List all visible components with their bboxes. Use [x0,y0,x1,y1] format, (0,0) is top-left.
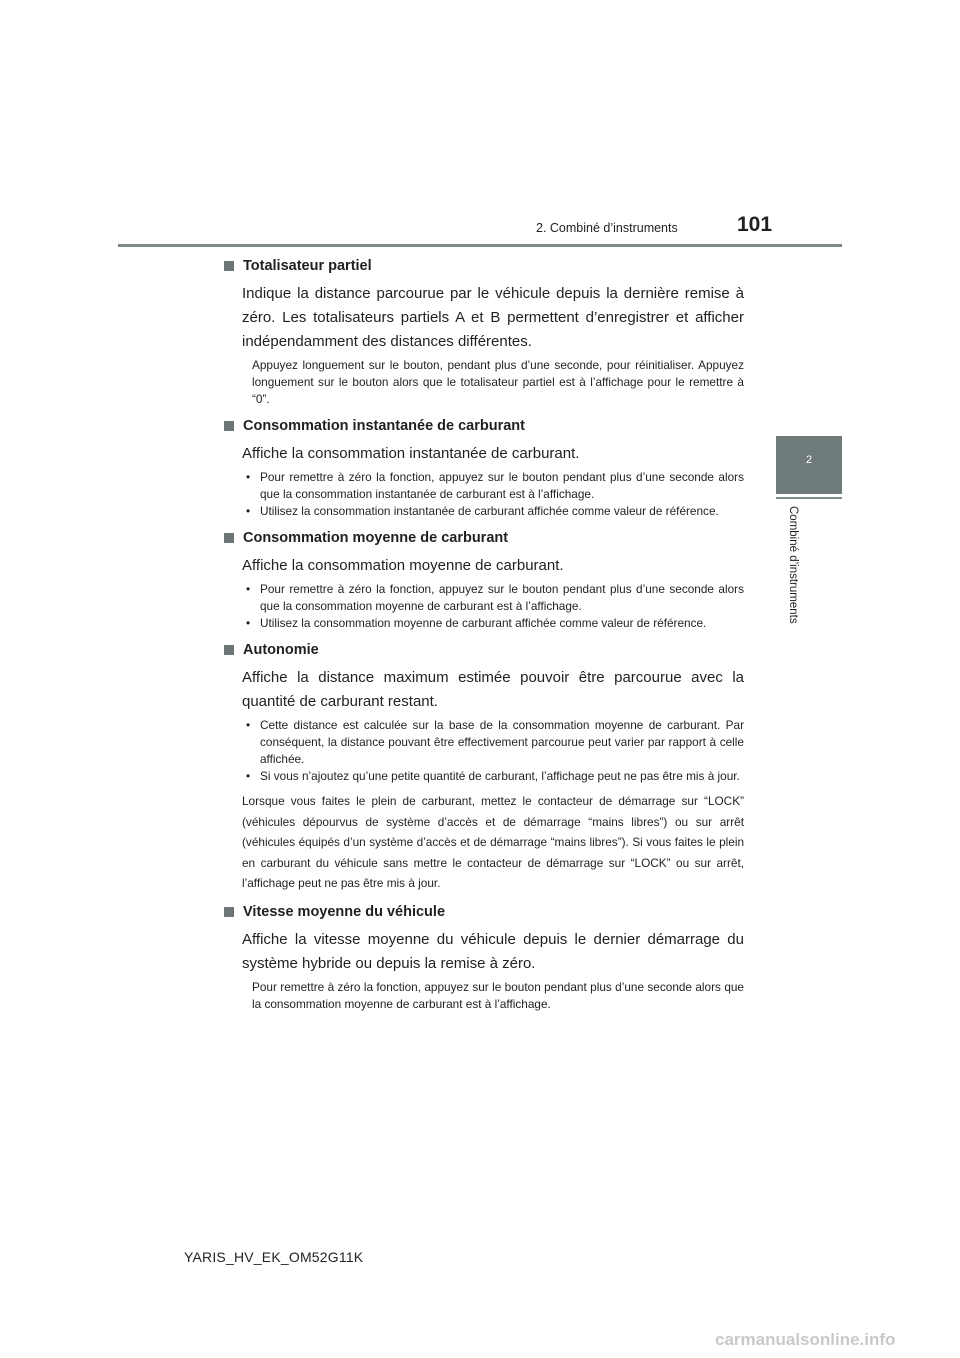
page-content [224,256,744,1021]
section-range [224,640,744,894]
section-lead: Indique la distance parcourue par le véhicule depuis la dernière remise à zéro. Les totalisateurs partiels A et B permettent d’enregistrer et afficher indépendamment des distances différentes. [242,285,744,350]
square-bullet-icon [224,421,234,431]
section-heading [224,528,744,548]
section-title: Autonomie [243,642,319,658]
section-instant-fuel [224,416,744,520]
chapter-tab-number: 2 [805,454,813,466]
section-average-speed [224,902,744,1013]
section-title: Vitesse moyenne du véhicule [243,903,446,920]
bullet-list [242,717,744,785]
list-item: • Pour remettre à zéro la fonction, appuyez sur le bouton pendant plus d’une seconde alors que la consommation moyenne de carburant est à l’affichage. [242,581,744,615]
section-heading [224,256,744,276]
section-heading [224,640,744,660]
chapter-tab-rule [776,497,842,499]
section-lead: Affiche la consommation moyenne de carburant. [242,557,564,574]
section-lead: Affiche la consommation instantanée de carburant. [242,445,580,462]
square-bullet-icon [224,907,234,917]
section-note: Appuyez longuement sur le bouton, pendant plus d’une seconde, pour réinitialiser. Appuyez longuement sur le bouton alors que le totalisateur partiel est à l’affichage pour le remettre à “0”. [252,358,744,406]
section-title: Totalisateur partiel [243,258,372,274]
section-lead: Affiche la vitesse moyenne du véhicule depuis le dernier démarrage du système hybride ou depuis la remise à zéro. [242,930,744,972]
section-average-fuel [224,528,744,632]
document-code: YARIS_HV_EK_OM52G11K [184,1249,364,1265]
list-item: • Cette distance est calculée sur la base de la consommation moyenne de carburant. Par conséquent, la distance pouvant être effectivement parcourue peut varier par rapport à celle affichée. [242,717,744,768]
list-item: • Utilisez la consommation moyenne de carburant affichée comme valeur de référence. [242,615,744,632]
list-item: • Si vous n’ajoutez qu’une petite quantité de carburant, l’affichage peut ne pas être mis à jour. [242,768,744,785]
bullet-list [242,581,744,632]
square-bullet-icon [224,261,234,271]
section-title: Consommation instantanée de carburant [243,418,525,434]
section-note: Pour remettre à zéro la fonction, appuyez sur le bouton pendant plus d’une seconde alors que la consommation moyenne de carburant est à l’affichage. [252,979,744,1011]
chapter-tab-label: Combiné d’instruments [787,506,799,624]
square-bullet-icon [224,645,234,655]
section-paragraph: Lorsque vous faites le plein de carburant, mettez le contacteur de démarrage sur “LOCK” (véhicules dépourvus de système d’accès et de démarrage “mains libres”) ou sur arrêt (véhicules équipés d’un système d’accès et de démarrage “mains libres”). Si vous faites le plein en carburant du véhicule sans mettre le contacteur de démarrage sur “LOCK” ou sur arrêt, l’affichage peut ne pas être mis à jour. [242,794,744,890]
section-heading [224,416,744,436]
bullet-list [242,469,744,520]
section-lead: Affiche la distance maximum estimée pouvoir être parcourue avec la quantité de carburant restant. [242,669,744,710]
header-rule [118,244,842,247]
list-item: • Pour remettre à zéro la fonction, appuyez sur le bouton pendant plus d’une seconde alors que la consommation instantanée de carburant est à l’affichage. [242,469,744,503]
square-bullet-icon [224,533,234,543]
list-item: • Utilisez la consommation instantanée de carburant affichée comme valeur de référence. [242,503,744,520]
page-number: 101 [737,213,773,236]
section-title: Consommation moyenne de carburant [243,530,509,546]
watermark: carmanualsonline.info [715,1330,896,1349]
header-section-title: 2. Combiné d’instruments [536,221,678,235]
section-heading [224,902,744,922]
section-trip-meter [224,256,744,408]
